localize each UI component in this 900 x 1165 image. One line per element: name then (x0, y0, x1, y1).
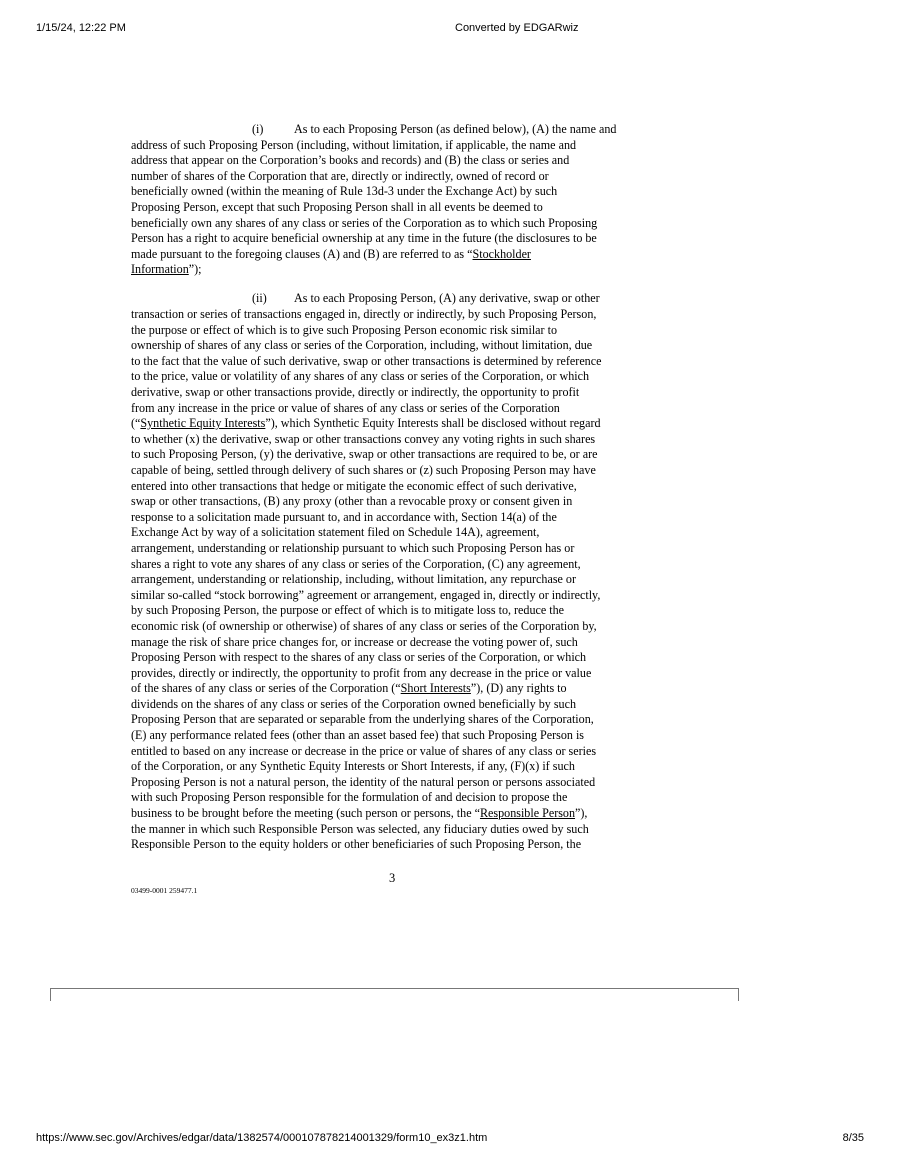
paragraph-ii (131, 291, 656, 852)
text-line: to whether (x) the derivative, swap or other transactions convey any voting rights in such shares (131, 431, 596, 446)
text-line: address of such Proposing Person (including, without limitation, if applicable, the name and (131, 137, 577, 152)
text-line: Proposing Person is not a natural person, the identity of the natural person or persons associated (131, 774, 596, 789)
text-line: Proposing Person that are separated or separable from the underlying shares of the Corporation, (131, 712, 594, 727)
text-segment: business to be brought before the meeting (such person or persons, the “ (131, 806, 480, 821)
text-line: from any increase in the price or value of shares of any class or series of the Corporation (131, 400, 560, 415)
print-datetime: 1/15/24, 12:22 PM (36, 22, 126, 34)
text-segment: ”), (575, 806, 588, 821)
text-segment: ”), which Synthetic Equity Interests shall be disclosed without regard (265, 416, 601, 431)
document-body (131, 122, 656, 853)
converter-credit: Converted by EDGARwiz (455, 22, 579, 34)
text-line: the purpose or effect of which is to give such Proposing Person economic risk similar to (131, 322, 558, 337)
defined-term-responsible-person: Responsible Person (479, 806, 576, 821)
text-line: with such Proposing Person responsible for the formulation of and decision to propose the (131, 790, 568, 805)
text-line: swap or other transactions, (B) any proxy (other than a revocable proxy or consent given in (131, 494, 573, 509)
text-line: (E) any performance related fees (other than an asset based fee) that such Proposing Person is (131, 728, 585, 743)
defined-term-information: Information (131, 262, 189, 277)
text-line: beneficially own any shares of any class or series of the Corporation as to which such Proposing (131, 215, 598, 230)
page-separator (50, 988, 739, 1001)
document-id: 03499-0001 259477.1 (131, 886, 198, 895)
text-line: similar so-called “stock borrowing” agreement or arrangement, engaged in, directly or indirectly, (131, 587, 601, 602)
text-line: to the fact that the value of such derivative, swap or other transactions is determined by reference (131, 353, 602, 368)
text-line: to such Proposing Person, (y) the derivative, swap or other transactions are required to be, or are (131, 447, 598, 462)
source-url: https://www.sec.gov/Archives/edgar/data/1382574/000107878214001329/form10_ex3z1.htm (36, 1132, 488, 1144)
text-line: entered into other transactions that hedge or mitigate the economic effect of such derivative, (131, 478, 577, 493)
text-line: Exchange Act by way of a solicitation statement filed on Schedule 14A), agreement, (131, 525, 540, 540)
paragraph-label: (ii) (252, 291, 267, 306)
page-count: 8/35 (842, 1132, 864, 1144)
text-segment: ”); (188, 262, 202, 277)
text-line: address that appear on the Corporation’s books and records) and (B) the class or series and (131, 153, 570, 168)
text-line: arrangement, understanding or relationship, including, without limitation, any repurchase or (131, 572, 577, 587)
text-line: manage the risk of share price changes for, or increase or decrease the voting power of, such (131, 634, 578, 649)
text-line: of the Corporation, or any Synthetic Equity Interests or Short Interests, if any, (F)(x) if such (131, 759, 575, 774)
text-segment: made pursuant to the foregoing clauses (A) and (B) are referred to as “ (131, 246, 473, 261)
defined-term-short-interests: Short Interests (400, 681, 471, 696)
text-line: As to each Proposing Person, (A) any derivative, swap or other (294, 291, 600, 306)
text-line: Responsible Person to the equity holders or other beneficiaries of such Proposing Person, the (131, 837, 582, 852)
text-line: response to a solicitation made pursuant to, and in accordance with, Section 14(a) of the (131, 509, 557, 524)
text-line: Proposing Person with respect to the shares of any class or series of the Corporation, or which (131, 650, 587, 665)
text-line: to the price, value or volatility of any shares of any class or series of the Corporation, or which (131, 369, 590, 384)
defined-term-stockholder: Stockholder (472, 246, 531, 261)
paragraph-label: (i) (252, 122, 264, 136)
text-line: Proposing Person, except that such Proposing Person shall in all events be deemed to (131, 199, 543, 214)
text-line: arrangement, understanding or relationship pursuant to which such Proposing Person has or (131, 540, 575, 555)
text-line: by such Proposing Person, the purpose or effect of which is to mitigate loss to, reduce the (131, 603, 565, 618)
text-line: economic risk (of ownership or otherwise) of shares of any class or series of the Corporation by, (131, 618, 597, 633)
text-segment: ”), (D) any rights to (470, 681, 567, 696)
defined-term-synthetic-equity-interests: Synthetic Equity Interests (140, 416, 266, 431)
text-line: dividends on the shares of any class or series of the Corporation owned beneficially by such (131, 696, 577, 711)
text-line: Person has a right to acquire beneficial ownership at any time in the future (the disclosures to be (131, 231, 597, 246)
text-line: As to each Proposing Person (as defined below), (A) the name and (294, 122, 617, 136)
text-line: beneficially owned (within the meaning of Rule 13d-3 under the Exchange Act) by such (131, 184, 558, 199)
page-number: 3 (389, 871, 396, 885)
text-line: entitled to based on any increase or decrease in the price or value of shares of any class or series (131, 743, 597, 758)
text-line: capable of being, settled through delivery of such shares or (z) such Proposing Person may have (131, 462, 596, 477)
text-line: number of shares of the Corporation that are, directly or indirectly, owned of record or (131, 168, 549, 183)
text-segment: of the shares of any class or series of the Corporation (“ (131, 681, 401, 696)
text-line: transaction or series of transactions engaged in, directly or indirectly, by such Proposing Person, (131, 307, 597, 322)
text-line: ownership of shares of any class or series of the Corporation, including, without limitation, due (131, 338, 593, 353)
text-line: shares a right to vote any shares of any class or series of the Corporation, (C) any agreement, (131, 556, 581, 571)
text-line: provides, directly or indirectly, the opportunity to profit from any decrease in the price or value (131, 665, 592, 680)
paragraph-i (131, 122, 656, 278)
text-segment: (“ (131, 416, 141, 431)
text-line: derivative, swap or other transactions provide, directly or indirectly, the opportunity to profit (131, 385, 580, 399)
text-line: the manner in which such Responsible Person was selected, any fiduciary duties owed by such (131, 821, 589, 836)
